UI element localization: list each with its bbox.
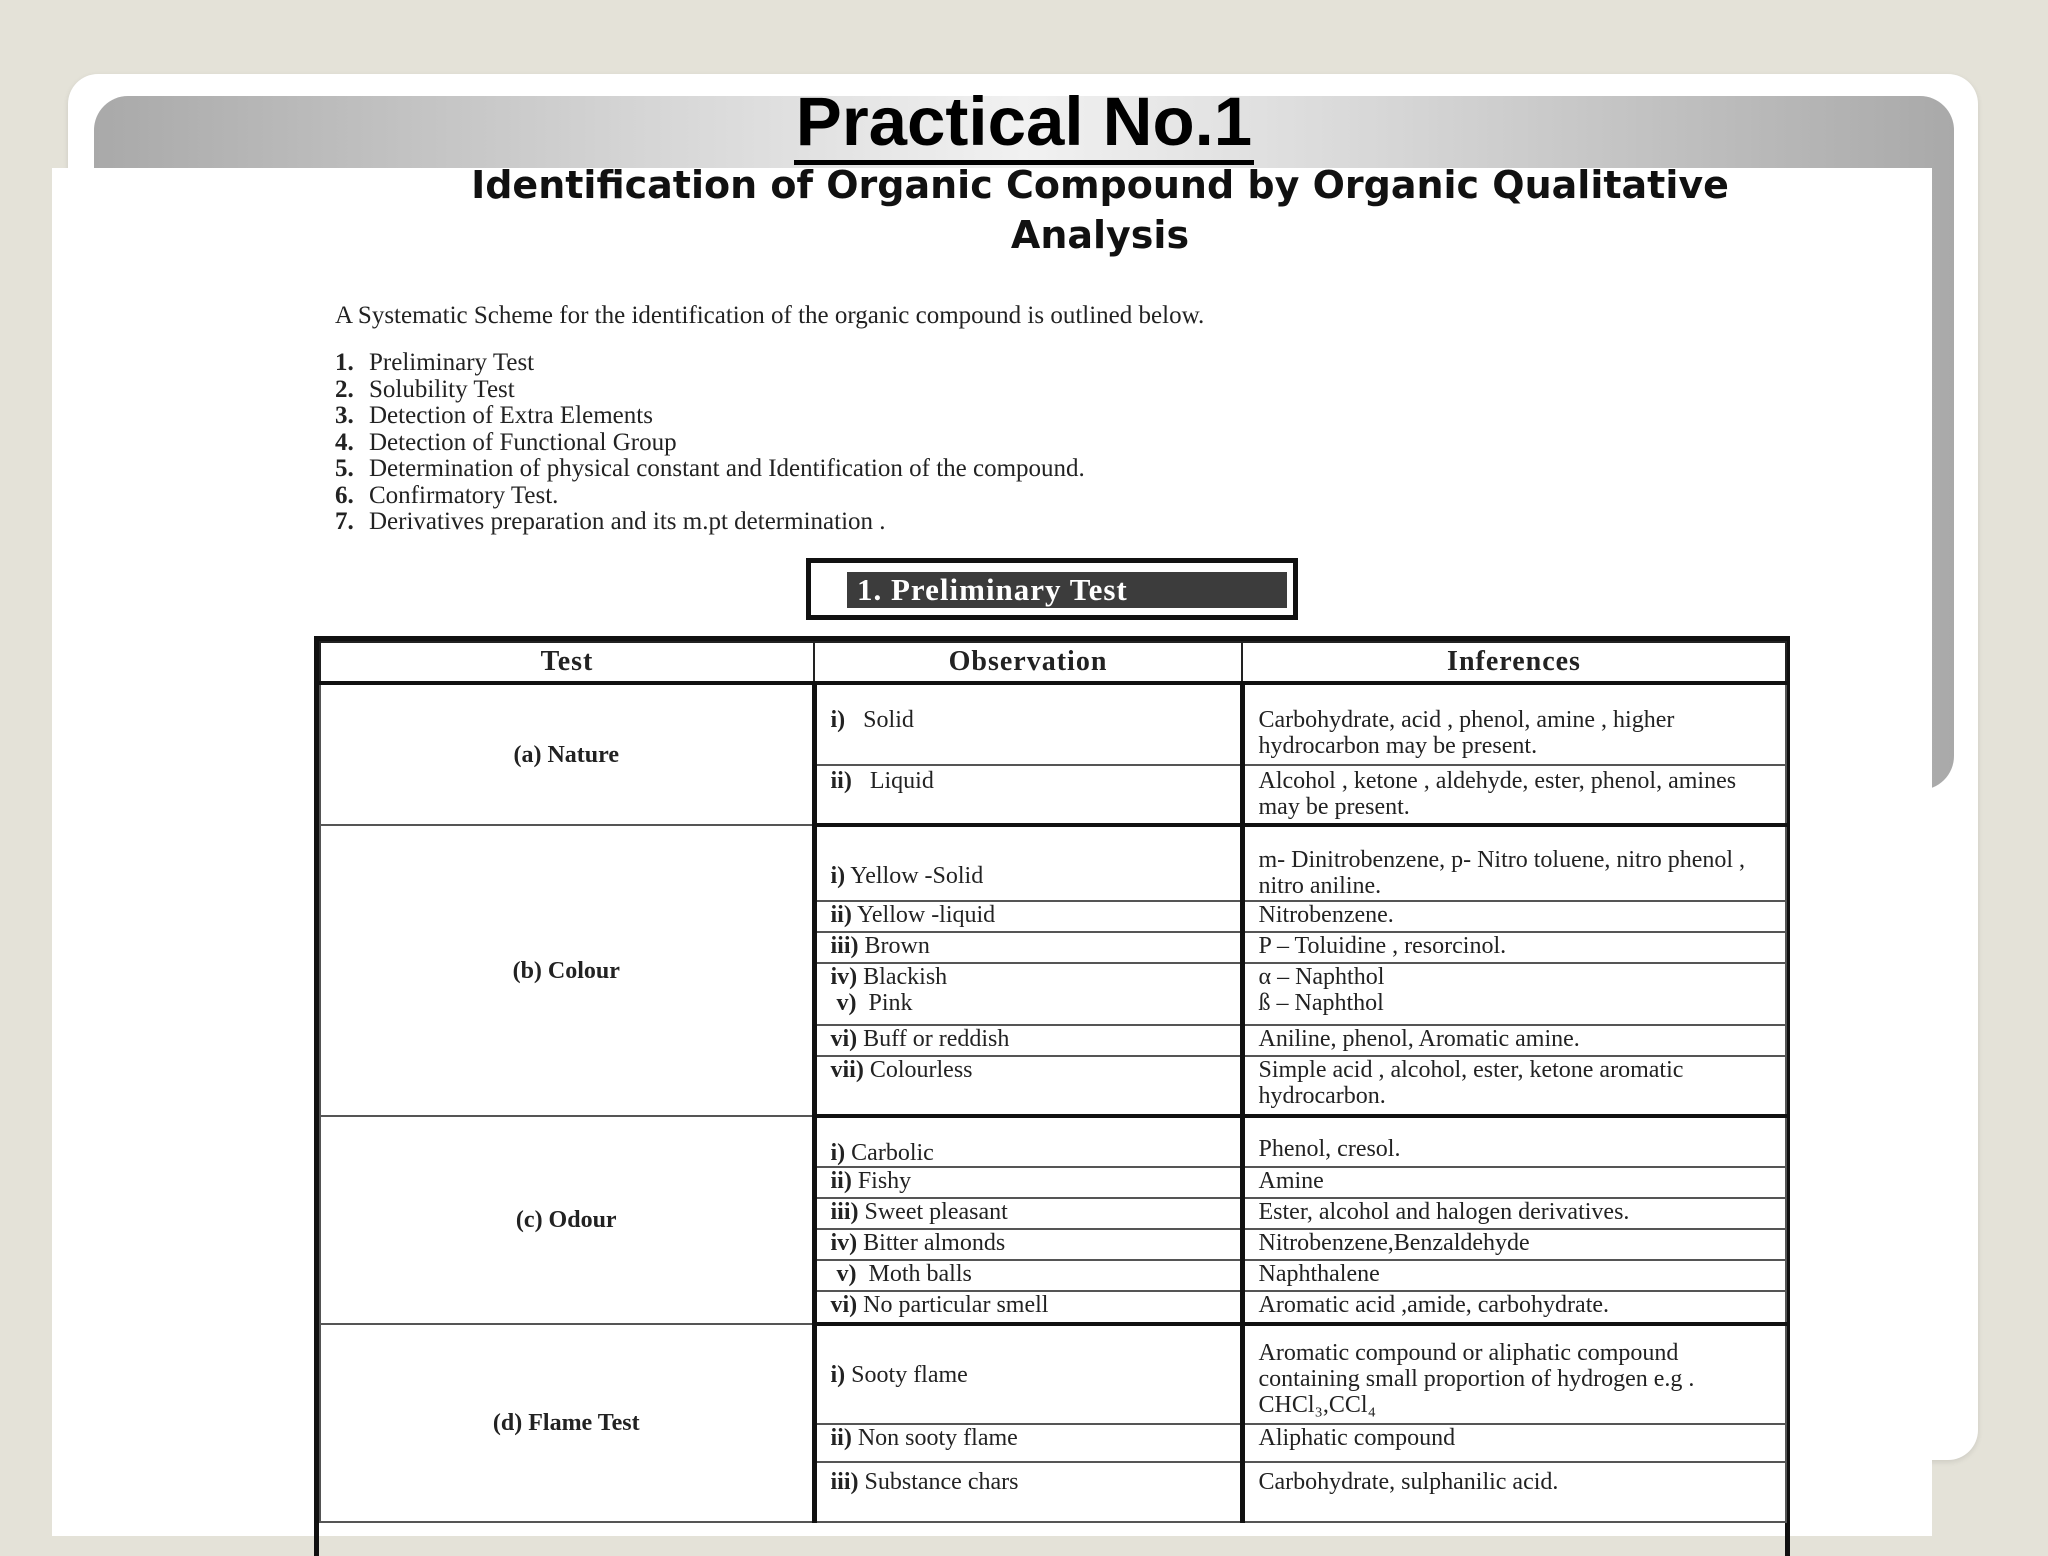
observation-cell: i) Solid	[814, 683, 1242, 765]
steps-list	[335, 350, 1085, 536]
observation-cell: v) Moth balls	[814, 1260, 1242, 1291]
table-row	[320, 1116, 1786, 1167]
list-item: 7. Derivatives preparation and its m.pt determination .	[335, 508, 886, 535]
inference-cell: α – Naphthol ß – Naphthol	[1242, 963, 1786, 1025]
section-title-box	[806, 558, 1298, 620]
test-cell-flame: (d) Flame Test	[320, 1324, 814, 1522]
observation-cell: i) Carbolic	[814, 1116, 1242, 1167]
inference-cell: Carbohydrate, acid , phenol, amine , higher hydrocarbon may be present.	[1242, 683, 1786, 765]
preliminary-test-table	[314, 636, 1790, 1556]
inference-cell: m- Dinitrobenzene, p- Nitro toluene, nitro phenol , nitro aniline.	[1242, 825, 1786, 901]
document-heading-line2: Analysis	[1010, 213, 1190, 257]
list-item: 4. Detection of Functional Group	[335, 428, 677, 456]
observation-cell: iii) Substance chars	[814, 1462, 1242, 1522]
table-header-row	[320, 642, 1786, 683]
observation-cell: ii) Fishy	[814, 1167, 1242, 1198]
observation-cell: ii) Non sooty flame	[814, 1424, 1242, 1462]
slide-title-text: Practical No.1	[794, 83, 1254, 165]
observation-cell: vii) Colourless	[814, 1056, 1242, 1116]
section-title: 1. Preliminary Test	[847, 572, 1287, 608]
observation-cell: vi) Buff or reddish	[814, 1025, 1242, 1056]
observation-cell: iii) Brown	[814, 932, 1242, 963]
column-header-test: Test	[320, 642, 814, 683]
table-row	[320, 1324, 1786, 1424]
inference-cell: Aromatic acid ,amide, carbohydrate.	[1242, 1291, 1786, 1324]
observation-cell: iii) Sweet pleasant	[814, 1198, 1242, 1229]
observation-cell: i) Sooty flame	[814, 1324, 1242, 1424]
observation-cell: iv) Bitter almonds	[814, 1229, 1242, 1260]
observation-cell: ii) Yellow -liquid	[814, 901, 1242, 932]
inference-cell: Alcohol , ketone , aldehyde, ester, phenol, amines may be present.	[1242, 765, 1786, 825]
test-cell-nature: (a) Nature	[320, 683, 814, 825]
inference-cell: Simple acid , alcohol, ester, ketone aromatic hydrocarbon.	[1242, 1056, 1786, 1116]
slide-title	[0, 82, 2048, 162]
intro-text: A Systematic Scheme for the identification of the organic compound is outlined below.	[335, 302, 1205, 329]
table	[319, 641, 1787, 1523]
list-item: 1. Preliminary Test	[335, 349, 535, 376]
column-header-inferences: Inferences	[1242, 642, 1786, 683]
observation-cell: i) Yellow -Solid	[814, 825, 1242, 901]
observation-cell: ii) Liquid	[814, 765, 1242, 825]
list-item: 3. Detection of Extra Elements	[335, 402, 653, 429]
column-header-observation: Observation	[814, 642, 1242, 683]
inference-cell: Ester, alcohol and halogen derivatives.	[1242, 1198, 1786, 1229]
inference-cell: P – Toluidine , resorcinol.	[1242, 932, 1786, 963]
inference-cell: Aromatic compound or aliphatic compound containing small proportion of hydrogen e.g . CHCl₃,CCl₄	[1242, 1324, 1786, 1424]
list-item: 5. Determination of physical constant and Identification of the compound.	[335, 455, 1085, 482]
inference-cell: Nitrobenzene.	[1242, 901, 1786, 932]
inference-cell: Aniline, phenol, Aromatic amine.	[1242, 1025, 1786, 1056]
list-item: 6. Confirmatory Test.	[335, 481, 559, 509]
inference-cell: Aliphatic compound	[1242, 1424, 1786, 1462]
document-heading-line1: Identification of Organic Compound by Organic Qualitative	[471, 163, 1729, 207]
inference-cell: Nitrobenzene,Benzaldehyde	[1242, 1229, 1786, 1260]
document-heading	[380, 160, 1820, 260]
inference-cell: Amine	[1242, 1167, 1786, 1198]
list-item: 2. Solubility Test	[335, 375, 515, 403]
observation-cell: iv) Blackish v) Pink	[814, 963, 1242, 1025]
inference-cell: Phenol, cresol.	[1242, 1116, 1786, 1167]
inference-cell: Naphthalene	[1242, 1260, 1786, 1291]
table-row	[320, 825, 1786, 901]
observation-cell: vi) No particular smell	[814, 1291, 1242, 1324]
test-cell-odour: (c) Odour	[320, 1116, 814, 1324]
table-row	[320, 683, 1786, 765]
test-cell-colour: (b) Colour	[320, 825, 814, 1116]
inference-cell: Carbohydrate, sulphanilic acid.	[1242, 1462, 1786, 1522]
